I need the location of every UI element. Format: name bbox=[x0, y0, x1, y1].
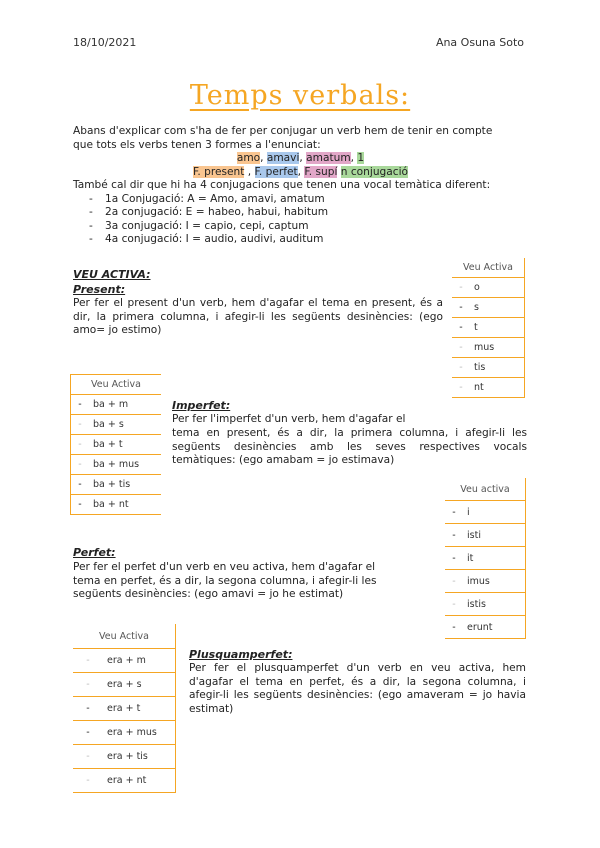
table-row: - tis bbox=[452, 358, 524, 378]
perfet-heading: Perfet: bbox=[73, 546, 116, 559]
table-row: - era + m bbox=[73, 649, 175, 673]
intro-line-2: que tots els verbs tenen 3 formes a l'enunciat: bbox=[73, 138, 321, 151]
plusquamperfet-heading: Plusquamperfet: bbox=[189, 648, 293, 661]
table-row: - ba + t bbox=[71, 435, 161, 455]
table-row: - imus bbox=[445, 570, 525, 593]
perfet-table bbox=[445, 478, 526, 639]
present-table bbox=[452, 258, 525, 398]
label-conjugation: n conjugació bbox=[340, 165, 409, 178]
table-row: - nt bbox=[452, 378, 524, 398]
table-row: - ba + tis bbox=[71, 475, 161, 495]
table-row: - era + nt bbox=[73, 769, 175, 793]
form-conjugation: 1 bbox=[357, 152, 365, 164]
intro-line-1: Abans d'explicar com s'ha de fer per conjugar un verb hem de tenir en compte bbox=[73, 125, 493, 137]
imperfet-table-header: Veu Activa bbox=[71, 375, 161, 395]
present-heading: Present: bbox=[73, 283, 126, 296]
imperfet-text: tema en present, és a dir, la primera columna, i afegir-li les següents desinències amb les seves respectives vocals temàtiques: (ego amabam = jo estimava) bbox=[172, 427, 527, 466]
table-row: - era + s bbox=[73, 673, 175, 697]
list-item: - 2a conjugació: E = habeo, habui, habitum bbox=[89, 206, 329, 218]
label-present: F. present bbox=[192, 165, 245, 178]
label-supine: F. supí bbox=[304, 165, 338, 178]
plusquamperfet-text: Per fer el plusquamperfet d'un verb en veu activa, hem d'agafar el tema en perfet, és a dir, la segona columna, i afegir-li les següents desinències: (ego amaveram = jo havia estimat) bbox=[189, 662, 526, 715]
table-row: - istis bbox=[445, 593, 525, 616]
forms-line: amo, amavi, amatum, 1 bbox=[236, 152, 365, 164]
author: Ana Osuna Soto bbox=[435, 36, 524, 49]
table-row: - ba + nt bbox=[71, 495, 161, 515]
intro bbox=[73, 125, 528, 247]
table-row: - isti bbox=[445, 524, 525, 547]
imperfet-table bbox=[70, 374, 161, 515]
intro-line-3: També cal dir que hi ha 4 conjugacions que tenen una vocal temàtica diferent: bbox=[73, 179, 491, 191]
table-row: - ba + mus bbox=[71, 455, 161, 475]
imperfet-heading: Imperfet: bbox=[172, 399, 231, 412]
table-row: - s bbox=[452, 298, 524, 318]
labels-line: F. present , F. perfet, F. supí n conjugació bbox=[192, 165, 409, 178]
table-row: - ba + m bbox=[71, 395, 161, 415]
form-supine: amatum bbox=[306, 152, 351, 164]
table-row: - era + tis bbox=[73, 745, 175, 769]
table-row: - mus bbox=[452, 338, 524, 358]
perfet-text: Per fer el perfet d'un verb en veu activa, hem d'agafar el tema en perfet, és a dir, la segona columna, i afegir-li les següents desinències: (ego amavi = jo he estimat) bbox=[73, 561, 377, 600]
plusquamperfet-table-header: Veu Activa bbox=[73, 624, 175, 649]
table-row: - era + t bbox=[73, 697, 175, 721]
table-row: - ba + s bbox=[71, 415, 161, 435]
present-table-header: Veu Activa bbox=[452, 258, 524, 278]
table-row: - it bbox=[445, 547, 525, 570]
perfet-table-header: Veu activa bbox=[445, 478, 525, 501]
plusquamperfet-table bbox=[73, 624, 176, 793]
conjugation-list bbox=[73, 193, 528, 247]
list-item: - 1a Conjugació: A = Amo, amavi, amatum bbox=[89, 192, 325, 205]
page-title: Temps verbals: bbox=[189, 80, 411, 111]
table-row: - erunt bbox=[445, 616, 525, 639]
table-row: - o bbox=[452, 278, 524, 298]
imperfet-line-1: Per fer l'imperfet d'un verb, hem d'agafar el bbox=[172, 413, 406, 425]
table-row: - t bbox=[452, 318, 524, 338]
table-row: - era + mus bbox=[73, 721, 175, 745]
date: 18/10/2021 bbox=[73, 36, 137, 49]
present-text: Per fer el present d'un verb, hem d'agafar el tema en present, és a dir, la primera columna, i afegir-li les següents desinències: (ego amo= jo estimo) bbox=[73, 297, 443, 336]
label-perfect: F. perfet bbox=[254, 165, 298, 178]
list-item: - 4a conjugació: I = audio, audivi, auditum bbox=[89, 233, 324, 245]
form-present: amo bbox=[236, 152, 261, 164]
table-row: - i bbox=[445, 501, 525, 524]
list-item: - 3a conjugació: I = capio, cepi, captum bbox=[89, 219, 309, 232]
form-perfect: amavi bbox=[266, 152, 300, 164]
section-title: VEU ACTIVA: bbox=[73, 268, 151, 281]
